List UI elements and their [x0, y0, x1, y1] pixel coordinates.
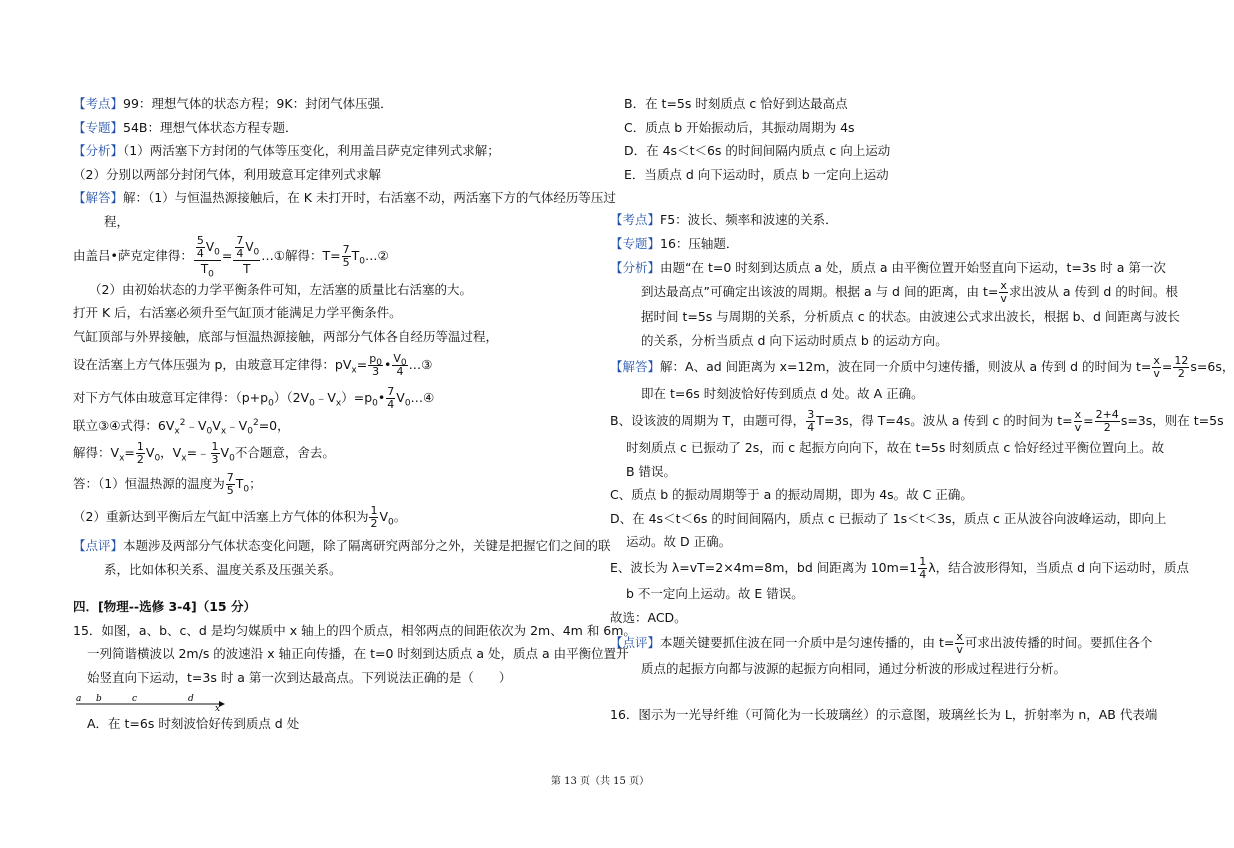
gailv-left-numerator — [194, 235, 221, 261]
r-dianping-fraction — [955, 631, 964, 656]
option-c: C．质点 b 开始振动后，其振动周期为 4s — [624, 119, 855, 135]
r-fenxi-fraction — [999, 280, 1008, 305]
fenxi-line-2 — [73, 163, 573, 187]
p8-fraction-1-2 — [136, 441, 145, 466]
p8-b: V — [145, 444, 155, 460]
r-fenxi-2a: 到达最高点”可确定出该波的周期。根据 a 与 d 间的距离，由 t= — [641, 284, 999, 300]
p6-sub-d: 0 — [372, 398, 378, 409]
dianping-line — [73, 534, 611, 558]
r-jieda-line — [610, 352, 1234, 382]
r-jieda-fraction-xv — [1152, 355, 1161, 380]
ans1-d: 5 — [226, 483, 234, 497]
ans1-fraction — [226, 472, 235, 497]
para-4 — [73, 325, 573, 349]
gailv-fraction-7-4 — [235, 235, 244, 260]
r-e-1a: E、波长为 λ=vT=2×4m=8m，bd 间距离为 10m=1 — [610, 559, 918, 575]
p6-prefix: 对下方气体由玻意耳定律得：（p+p — [73, 390, 269, 406]
gailv-n1: 5 — [196, 234, 204, 248]
p8-prefix: 解得：V — [73, 444, 120, 460]
r-zhuanti-text: 16：压轴题． — [660, 235, 739, 251]
gailv-end: T — [351, 247, 360, 263]
jieda-tag: 【解答】 — [73, 190, 124, 206]
r-dianping-tag: 【点评】 — [610, 635, 661, 651]
p4-text: 气缸顶部与外界接触，底部与恒温热源接触，两部分气体各自经历等温过程， — [73, 328, 499, 344]
r-b-fraction-3-4 — [806, 409, 815, 434]
gailv-d1: 4 — [196, 247, 204, 261]
r-d-line: D、在 4s＜t＜6s 的时间间隔内，质点 c 已振动了 1s＜t＜3s，质点 c 正从波谷向波峰运动，即向上 — [610, 510, 1167, 526]
kaodian-tag: 【考点】 — [73, 96, 124, 111]
x-axis-svg — [73, 690, 233, 712]
gailv-t: T — [243, 262, 251, 277]
r-dianping-1d: v — [956, 643, 963, 657]
p6-sub-b: 0 — [309, 398, 315, 409]
p6-mid4: • — [377, 390, 386, 406]
gailv-tn: 7 — [342, 242, 350, 256]
p5-dot: • — [383, 357, 392, 373]
p5-n1-text: p — [369, 352, 377, 366]
gailv-d2: 4 — [236, 247, 244, 261]
r-jieda-line-2: 即在 t=6s 时刻波恰好传到质点 d 处。故 A 正确。 — [641, 386, 924, 402]
p5-n2-text: V — [393, 352, 401, 366]
p7-c: V — [212, 418, 221, 434]
p7-sub0-2: 0 — [247, 426, 253, 437]
r-zhuanti-line — [610, 232, 1130, 256]
ans2-prefix: （2）重新达到平衡后左气缸中活塞上方气体的体积为 — [73, 508, 369, 524]
r-fenxi-line — [610, 256, 1166, 280]
para-5-equation — [73, 348, 573, 382]
p6-sub-c: x — [335, 398, 342, 409]
p7-a: 联立③④式得：6V — [73, 418, 175, 434]
gailv-mid: …①解得：T= — [261, 247, 341, 263]
ans1-end2: ； — [249, 475, 262, 491]
jieda-text-2: 程， — [104, 213, 130, 229]
p6-end2: …④ — [410, 390, 435, 406]
p5-fraction-v0-4 — [392, 353, 407, 378]
r-jieda-1n2: 12 — [1174, 354, 1189, 368]
option-a: A．在 t=6s 时刻波恰好传到质点 d 处 — [87, 715, 300, 731]
axis-label-d: d — [188, 693, 194, 704]
gailv-t0-sub: 0 — [208, 269, 214, 280]
dianping-line-2 — [73, 558, 573, 582]
dianping-text: 本题涉及两部分气体状态变化问题，除了隔离研究两部分之外，关键是把握它们之间的联 — [123, 537, 611, 553]
fenxi-text-2: （2）分别以两部分封闭气体，利用玻意耳定律列式求解 — [73, 166, 381, 182]
gailv-n2: 7 — [236, 234, 244, 248]
ans2-fraction — [369, 505, 378, 530]
p7-d: ﹣V — [226, 418, 248, 434]
p5-d1: 3 — [372, 365, 380, 379]
page-footer: 第 13 页（共 15 页） — [550, 776, 650, 787]
r-b-1e: s=3s，则在 t=5s — [1120, 412, 1224, 428]
p8-g: 不合题意，舍去。 — [234, 444, 335, 460]
p2-text: （2）由初始状态的力学平衡条件可知，左活塞的质量比右活塞的大。 — [89, 281, 472, 297]
ans2-d: 2 — [370, 516, 378, 530]
gailv-sub0-2: 0 — [253, 247, 260, 258]
jieda-line-2 — [73, 210, 573, 234]
p8-fraction-1-3 — [211, 441, 220, 466]
r-kaodian-tag: 【考点】 — [610, 212, 661, 228]
ans2-n: 1 — [370, 503, 378, 517]
p8-sub0: 0 — [154, 453, 161, 464]
p7-b: ﹣V — [185, 418, 207, 434]
r-b-1n3: 2+4 — [1095, 407, 1119, 421]
p5-prefix: 设在活塞上方气体压强为 p，由玻意耳定律得：pV — [73, 357, 352, 373]
p7-sup-2: 2 — [252, 418, 259, 429]
q15-line-3: 始竖直向下运动，t=3s 时 a 第一次到达最高点。下列说法正确的是（ ） — [87, 669, 512, 685]
gailv-right-numerator — [233, 235, 260, 261]
gailv-td: 5 — [342, 255, 350, 269]
r-fenxi-2n: x — [1000, 279, 1007, 293]
axis-label-a: a — [76, 693, 82, 704]
para-8-solution — [73, 438, 573, 468]
gailv-v0-2: V — [245, 240, 254, 255]
option-e: E．当质点 d 向下运动时，质点 b 一定向上运动 — [624, 166, 889, 182]
gailv-fraction-5-4 — [196, 235, 205, 260]
r-kaodian-line — [610, 208, 1130, 232]
p5-mid: = — [356, 357, 368, 373]
para-6-equation — [73, 382, 573, 414]
left-column — [73, 92, 636, 735]
q15-line-1: 15．如图，a、b、c、d 是均匀媒质中 x 轴上的四个质点，相邻两点的间距依次为 2m、4m 和 6m。 — [73, 622, 636, 638]
p5-subx: x — [351, 365, 357, 376]
p6-mid3: ）=p — [341, 390, 373, 406]
gailv-end-sub: 0 — [359, 256, 365, 267]
r-c-line: C、质点 b 的振动周期等于 a 的振动周期，即为 4s。故 C 正确。 — [610, 487, 973, 503]
p8-e: =﹣ — [186, 444, 210, 460]
r-dianping-line-2: 质点的起振方向都与波源的起振方向相同，通过分析波的形成过程进行分析。 — [641, 661, 1067, 677]
r-fenxi-line-4: 的关系，分析当质点 d 向下运动时质点 b 的运动方向。 — [641, 332, 948, 348]
p6-mid2: ﹣V — [314, 390, 336, 406]
q15-line-2: 一列简谐横波以 2m/s 的波速沿 x 轴正向传播，在 t=0 时刻到达质点 a 处，质点 a 由平衡位置开 — [87, 646, 629, 662]
p7-subx: x — [174, 426, 180, 437]
p6-mid: ）（2V — [273, 390, 310, 406]
r-dianping-1a: 本题关键要抓住波在同一介质中是匀速传播的，由 t= — [660, 635, 955, 651]
r-e-1d: 4 — [919, 567, 927, 581]
gailv-fraction-7-5 — [342, 244, 351, 269]
r-jieda-1c: s=6s， — [1190, 359, 1234, 375]
right-column — [610, 92, 1234, 726]
p8-a: = — [124, 444, 135, 460]
r-e-line-2: b 不一定向上运动。故 E 错误。 — [626, 585, 804, 601]
p5-end: …③ — [408, 357, 433, 373]
r-e-line — [610, 554, 1190, 582]
jieda-text: 解：（1）与恒温热源接触后，在 K 未打开时，右活塞不动，两活塞下方的气体经历等压过 — [123, 190, 616, 206]
right-gap-2 — [610, 681, 1130, 703]
p7-subx-2: x — [220, 426, 227, 437]
r-jieda-1d2: 2 — [1177, 367, 1185, 381]
p8-n2: 1 — [211, 439, 219, 453]
gailv-equation-line — [73, 234, 573, 278]
r-dianping-1n: x — [956, 630, 963, 644]
right-gap — [610, 186, 1130, 208]
axis-label-x: x — [215, 703, 221, 714]
answer-1 — [73, 468, 573, 500]
r-fenxi-2b: 求出波从 a 传到 d 的时间。根 — [1008, 284, 1178, 300]
zhuanti-tag: 【专题】 — [73, 119, 124, 135]
p6-d: 4 — [387, 398, 395, 412]
r-b-fraction-xv — [1074, 409, 1083, 434]
gailv-big-fraction-right — [233, 235, 260, 277]
p6-sub-e: 0 — [404, 398, 411, 409]
ans2-end2: 。 — [393, 508, 407, 524]
gailv-t0: T — [200, 262, 209, 277]
r-b-line-2: 时刻质点 c 已振动了 2s，而 c 起振方向向下，故在 t=5s 时刻质点 c 恰好经过平衡位置向上。故 — [626, 439, 1165, 455]
axis-label-c: c — [132, 693, 138, 704]
p6-n: 7 — [387, 385, 395, 399]
para-7 — [73, 414, 573, 438]
gailv-end2: …② — [364, 247, 389, 263]
ans1-prefix: 答：（1）恒温热源的温度为 — [73, 475, 225, 491]
r-fenxi-line-3: 据时间 t=5s 与周期的关系，分析质点 c 的状态。由波速公式求出波长，根据 b、d 间距离与波长 — [641, 309, 1180, 325]
p8-d: 2 — [136, 452, 144, 466]
r-fenxi-2d: v — [1000, 292, 1007, 306]
r-jieda-fraction-12-2 — [1173, 355, 1189, 380]
p8-n: 1 — [136, 439, 144, 453]
r-d-line-2: 运动。故 D 正确。 — [626, 534, 732, 550]
option-b: B．在 t=5s 时刻质点 c 恰好到达最高点 — [624, 96, 848, 111]
p7-sub0: 0 — [206, 426, 213, 437]
r-fenxi-tag: 【分析】 — [610, 259, 661, 275]
p7-e: =0， — [258, 418, 290, 434]
r-fenxi-line-2 — [610, 279, 1178, 306]
r-e-1b: λ，结合波形得知，当质点 d 向下运动时，质点 — [928, 559, 1190, 575]
dianping-tag: 【点评】 — [73, 537, 124, 553]
para-3 — [73, 301, 573, 325]
axis-label-b: b — [96, 693, 102, 704]
r-b-1c: = — [1083, 412, 1094, 428]
ans1-n: 7 — [226, 470, 234, 484]
r-jieda-1a: 解：A、ad 间距离为 x=12m，波在同一介质中匀速传播，则波从 a 传到 d 的时间为 t= — [660, 359, 1152, 375]
ans2-end: V — [379, 508, 389, 524]
jieda-line — [73, 186, 616, 210]
ans2-sub: 0 — [388, 517, 394, 528]
answer-2 — [73, 500, 573, 534]
section-title: 四．[物理--选修 3-4]（15 分） — [73, 599, 256, 615]
x-axis-figure — [73, 690, 233, 712]
r-b-1d: 4 — [807, 420, 815, 434]
r-jieda-1d: v — [1153, 367, 1160, 381]
fenxi-text: （1）两活塞下方封闭的气体等压变化，利用盖吕萨克定律列式求解； — [123, 143, 500, 159]
r-jieda-tag: 【解答】 — [610, 359, 661, 375]
r-b-line — [610, 406, 1224, 436]
p7-sup: 2 — [179, 418, 186, 429]
r-guxuan: 故选：ACD。 — [610, 609, 687, 625]
gailv-big-fraction-left — [194, 234, 221, 280]
zhuanti-line — [73, 116, 573, 140]
p6-fraction-7-4 — [386, 386, 395, 411]
p6-end: V — [396, 390, 405, 406]
r-jieda-1n: x — [1153, 354, 1160, 368]
p8-c: ，V — [160, 444, 182, 460]
p5-n1-sub: 0 — [376, 358, 382, 369]
gailv-sub0: 0 — [214, 247, 220, 258]
r-fenxi-1: 由题“在 t=0 时刻到达质点 a 处，质点 a 由平衡位置开始竖直向下运动，t=3s 时 a 第一次 — [660, 259, 1166, 275]
r-dianping-1b: 可求出波传播的时间。要抓住各个 — [964, 635, 1153, 651]
r-b-fraction-6-2 — [1095, 409, 1120, 434]
p8-subx: x — [119, 453, 125, 464]
r-b-line-3: B 错误。 — [626, 463, 677, 479]
option-d: D．在 4s＜t＜6s 的时间间隔内质点 c 向上运动 — [624, 143, 891, 159]
section-gap — [73, 581, 573, 595]
p3-text: 打开 K 后，右活塞必须升至气缸顶才能满足力学平衡条件。 — [73, 305, 402, 321]
r-dianping-line — [610, 629, 1153, 657]
p6-sub-a: 0 — [268, 398, 274, 409]
gailv-left-denominator — [194, 261, 221, 280]
r-zhuanti-tag: 【专题】 — [610, 235, 661, 251]
dianping-text-2: 系，比如体积关系、温度关系及压强关系。 — [104, 561, 342, 577]
r-e-fraction — [918, 556, 927, 581]
gailv-eq: = — [221, 247, 233, 263]
r-b-1a: B、设该波的周期为 T，由题可得， — [610, 412, 806, 428]
q16-line: 16．图示为一光导纤维（可简化为一长玻璃丝）的示意图，玻璃丝长为 L，折射率为 n，AB 代表端 — [610, 706, 1158, 722]
gailv-v0: V — [205, 240, 215, 255]
ans1-end: T — [235, 475, 244, 491]
p8-d2: 3 — [211, 452, 219, 466]
r-b-1b: T=3s，得 T=4s。波从 a 传到 c 的时间为 t= — [816, 412, 1073, 428]
p5-fraction-p0-3 — [368, 353, 383, 378]
r-e-1n: 1 — [919, 554, 927, 568]
r-jieda-1b: = — [1161, 359, 1173, 375]
p8-subx-2: x — [181, 453, 187, 464]
fenxi-tag: 【分析】 — [73, 143, 124, 159]
kaodian-text: 99：理想气体的状态方程；9K：封闭气体压强． — [123, 96, 393, 111]
zhuanti-text: 54B：理想气体状态方程专题． — [123, 119, 298, 135]
ans1-sub: 0 — [243, 484, 250, 495]
kaodian-line — [73, 92, 573, 116]
r-b-1d2: v — [1074, 420, 1082, 434]
r-b-1n: 3 — [807, 407, 815, 421]
fenxi-line — [73, 139, 573, 163]
p5-n2-sub: 0 — [400, 358, 407, 369]
r-b-1d3: 2 — [1103, 420, 1111, 434]
p5-d2: 4 — [396, 365, 404, 379]
para-2 — [73, 278, 573, 302]
r-kaodian-text: F5：波长、频率和波速的关系． — [660, 212, 838, 228]
r-b-1n2: x — [1074, 407, 1082, 421]
p8-f: V — [220, 444, 230, 460]
p8-sub0-2: 0 — [229, 453, 235, 464]
gailv-prefix: 由盖吕•萨克定律得： — [73, 247, 193, 263]
